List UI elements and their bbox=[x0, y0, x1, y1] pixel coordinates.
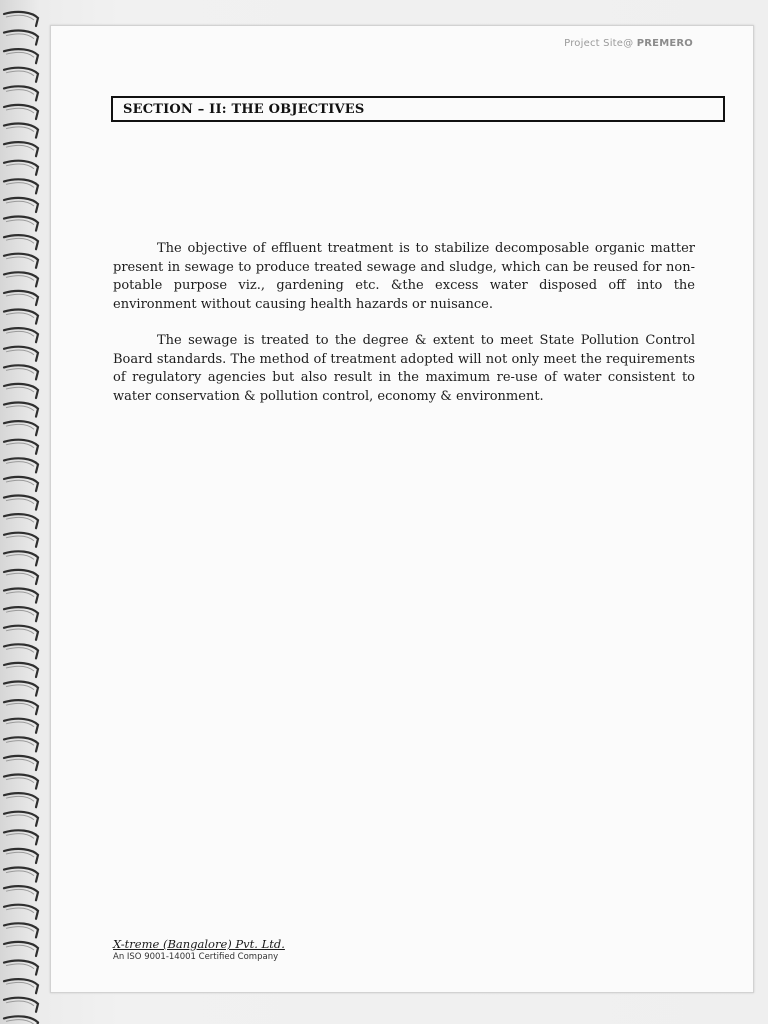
binding-coil bbox=[4, 979, 38, 993]
binding-coil bbox=[4, 793, 38, 807]
document-page bbox=[50, 25, 754, 993]
binding-coil bbox=[4, 886, 38, 900]
binding-coil bbox=[4, 570, 38, 584]
footer-certification: An ISO 9001-14001 Certified Company bbox=[113, 952, 279, 962]
binding-coil bbox=[4, 310, 38, 324]
binding-coil bbox=[4, 347, 38, 361]
binding-coil bbox=[4, 551, 38, 565]
binding-coil bbox=[4, 737, 38, 751]
binding-coil bbox=[4, 1016, 38, 1024]
binding-coil bbox=[4, 198, 38, 212]
section-heading-box bbox=[111, 96, 725, 122]
binding-coil bbox=[4, 663, 38, 677]
binding-coil bbox=[4, 272, 38, 286]
binding-coil bbox=[4, 812, 38, 826]
binding-coil bbox=[4, 421, 38, 435]
binding-coil bbox=[4, 440, 38, 454]
binding-coil bbox=[4, 458, 38, 472]
binding-coil bbox=[4, 328, 38, 342]
binding-coil bbox=[4, 254, 38, 268]
project-brand: PREMERO bbox=[636, 38, 693, 49]
binding-coil bbox=[4, 905, 38, 919]
binding-coil bbox=[4, 719, 38, 733]
binding-coil bbox=[4, 384, 38, 398]
binding-coil bbox=[4, 235, 38, 249]
binding-coil bbox=[4, 533, 38, 547]
binding-coil bbox=[4, 644, 38, 658]
project-site-label: Project Site@ bbox=[564, 38, 634, 49]
binding-coil bbox=[4, 403, 38, 417]
footer bbox=[113, 937, 285, 962]
paragraph-objective: The objective of effluent treatment is to stabilize decomposable organic matter present in sewage to produce treated sewage and sludge, which can be reused for non-potable purpose viz., gardening etc. &the excess water disposed off into the environment without causing health hazards or nuisance. bbox=[113, 241, 695, 312]
binding-coil bbox=[4, 12, 38, 26]
binding-coil bbox=[4, 105, 38, 119]
binding-coil bbox=[4, 365, 38, 379]
binding-coil bbox=[4, 682, 38, 696]
footer-company-name: X-treme (Bangalore) Pvt. Ltd. bbox=[113, 937, 285, 951]
binding-coil bbox=[4, 923, 38, 937]
binding-coil bbox=[4, 514, 38, 528]
binding-coil bbox=[4, 998, 38, 1012]
project-site-header bbox=[564, 38, 693, 49]
binding-coil bbox=[4, 961, 38, 975]
binding-coil bbox=[4, 868, 38, 882]
binding-coil bbox=[4, 607, 38, 621]
binding-coil bbox=[4, 161, 38, 175]
binding-coil bbox=[4, 291, 38, 305]
binding-coil bbox=[4, 217, 38, 231]
section-title: SECTION – II: THE OBJECTIVES bbox=[123, 101, 365, 117]
binding-coil bbox=[4, 626, 38, 640]
binding-coil bbox=[4, 142, 38, 156]
body-text bbox=[113, 240, 695, 424]
binding-coil bbox=[4, 830, 38, 844]
binding-coil bbox=[4, 31, 38, 45]
binding-coil bbox=[4, 179, 38, 193]
binding-coil bbox=[4, 124, 38, 138]
binding-coil bbox=[4, 849, 38, 863]
binding-coil bbox=[4, 589, 38, 603]
binding-coil bbox=[4, 756, 38, 770]
binding-coil bbox=[4, 49, 38, 63]
binding-coil bbox=[4, 477, 38, 491]
binding-coil bbox=[4, 496, 38, 510]
binding-coil bbox=[4, 68, 38, 82]
binding-coil bbox=[4, 942, 38, 956]
paragraph-treatment: The sewage is treated to the degree & extent to meet State Pollution Control Board standards. The method of treatment adopted will not only meet the requirements of regulatory agencies but also result in the maximum re-use of water consistent to water conservation & pollution control, economy & environment. bbox=[113, 333, 695, 404]
binding-coil bbox=[4, 86, 38, 100]
binding-coil bbox=[4, 700, 38, 714]
binding-coil bbox=[4, 775, 38, 789]
